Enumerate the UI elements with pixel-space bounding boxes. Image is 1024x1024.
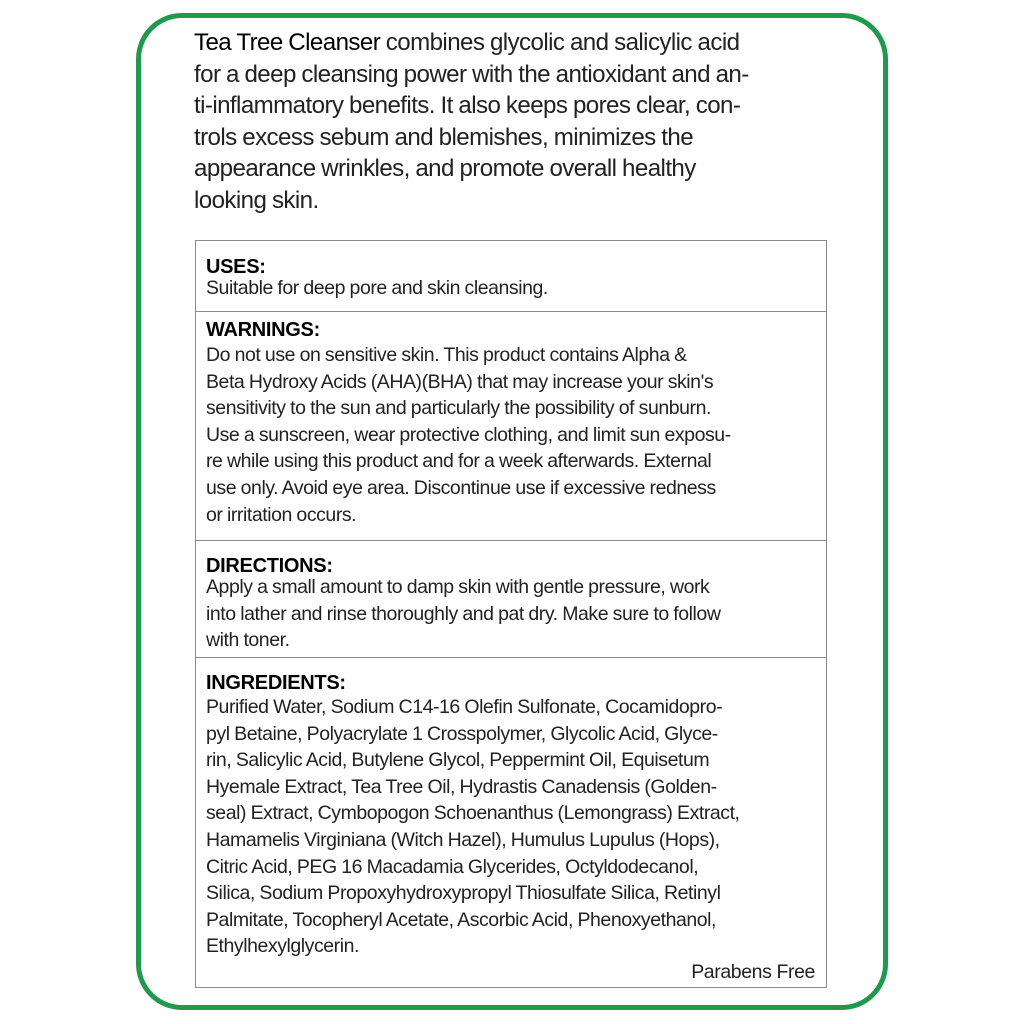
section-body bbox=[206, 342, 826, 528]
info-panel bbox=[195, 240, 827, 988]
body-line: into lather and rinse thoroughly and pat dry. Make sure to follow bbox=[206, 602, 721, 625]
body-line: use only. Avoid eye area. Discontinue use if excessive redness bbox=[206, 476, 716, 499]
section-body bbox=[206, 694, 826, 960]
body-line: Citric Acid, PEG 16 Macadamia Glycerides, Octyldodecanol, bbox=[206, 855, 699, 878]
intro-line: appearance wrinkles, and promote overall healthy bbox=[194, 155, 696, 183]
body-line: Palmitate, Tocopheryl Acetate, Ascorbic Acid, Phenoxyethanol, bbox=[206, 908, 717, 931]
section-heading: INGREDIENTS: bbox=[206, 672, 346, 694]
body-line: with toner. bbox=[206, 629, 290, 652]
body-line: Use a sunscreen, wear protective clothing, and limit sun exposu- bbox=[206, 423, 731, 446]
section-body bbox=[206, 275, 826, 302]
body-line: Purified Water, Sodium C14-16 Olefin Sulfonate, Cocamidopro- bbox=[206, 696, 723, 718]
section-heading: USES: bbox=[206, 256, 266, 278]
body-line: pyl Betaine, Polyacrylate 1 Crosspolymer, Glycolic Acid, Glyce- bbox=[206, 722, 718, 745]
intro-line: ti-inflammatory benefits. It also keeps pores clear, con- bbox=[194, 92, 741, 120]
product-description bbox=[194, 27, 824, 217]
body-line: re while using this product and for a week afterwards. External bbox=[206, 450, 712, 473]
intro-line: looking skin. bbox=[194, 186, 319, 214]
body-line: Hyemale Extract, Tea Tree Oil, Hydrastis Canadensis (Golden- bbox=[206, 775, 717, 798]
section-warnings bbox=[196, 312, 826, 541]
body-line: Apply a small amount to damp skin with gentle pressure, work bbox=[206, 576, 710, 598]
section-ingredients bbox=[196, 658, 826, 988]
body-line: Do not use on sensitive skin. This product contains Alpha & bbox=[206, 344, 687, 366]
parabens-free-note: Parabens Free bbox=[691, 961, 815, 983]
intro-line: trols excess sebum and blemishes, minimizes the bbox=[194, 123, 694, 151]
section-directions bbox=[196, 541, 826, 658]
intro-line-text: combines glycolic and salicylic acid bbox=[380, 29, 740, 56]
body-line: Ethylhexylglycerin. bbox=[206, 935, 359, 958]
body-line: rin, Salicylic Acid, Butylene Glycol, Peppermint Oil, Equisetum bbox=[206, 749, 710, 772]
body-line: Beta Hydroxy Acids (AHA)(BHA) that may increase your skin's bbox=[206, 370, 714, 393]
body-line: sensitivity to the sun and particularly the possibility of sunburn. bbox=[206, 397, 711, 420]
product-name: Tea Tree Cleanser bbox=[194, 29, 381, 56]
body-line: or irritation occurs. bbox=[206, 503, 357, 526]
intro-line: for a deep cleansing power with the antioxidant and an- bbox=[194, 60, 749, 88]
body-line: Suitable for deep pore and skin cleansing. bbox=[206, 277, 548, 299]
body-line: Hamamelis Virginiana (Witch Hazel), Humulus Lupulus (Hops), bbox=[206, 828, 720, 851]
section-body bbox=[206, 574, 826, 654]
section-uses bbox=[196, 241, 826, 312]
body-line: Silica, Sodium Propoxyhydroxypropyl Thiosulfate Silica, Retinyl bbox=[206, 882, 721, 905]
intro-line bbox=[194, 27, 824, 59]
section-heading: WARNINGS: bbox=[206, 319, 320, 341]
body-line: seal) Extract, Cymbopogon Schoenanthus (Lemongrass) Extract, bbox=[206, 802, 740, 825]
section-heading: DIRECTIONS: bbox=[206, 555, 333, 577]
